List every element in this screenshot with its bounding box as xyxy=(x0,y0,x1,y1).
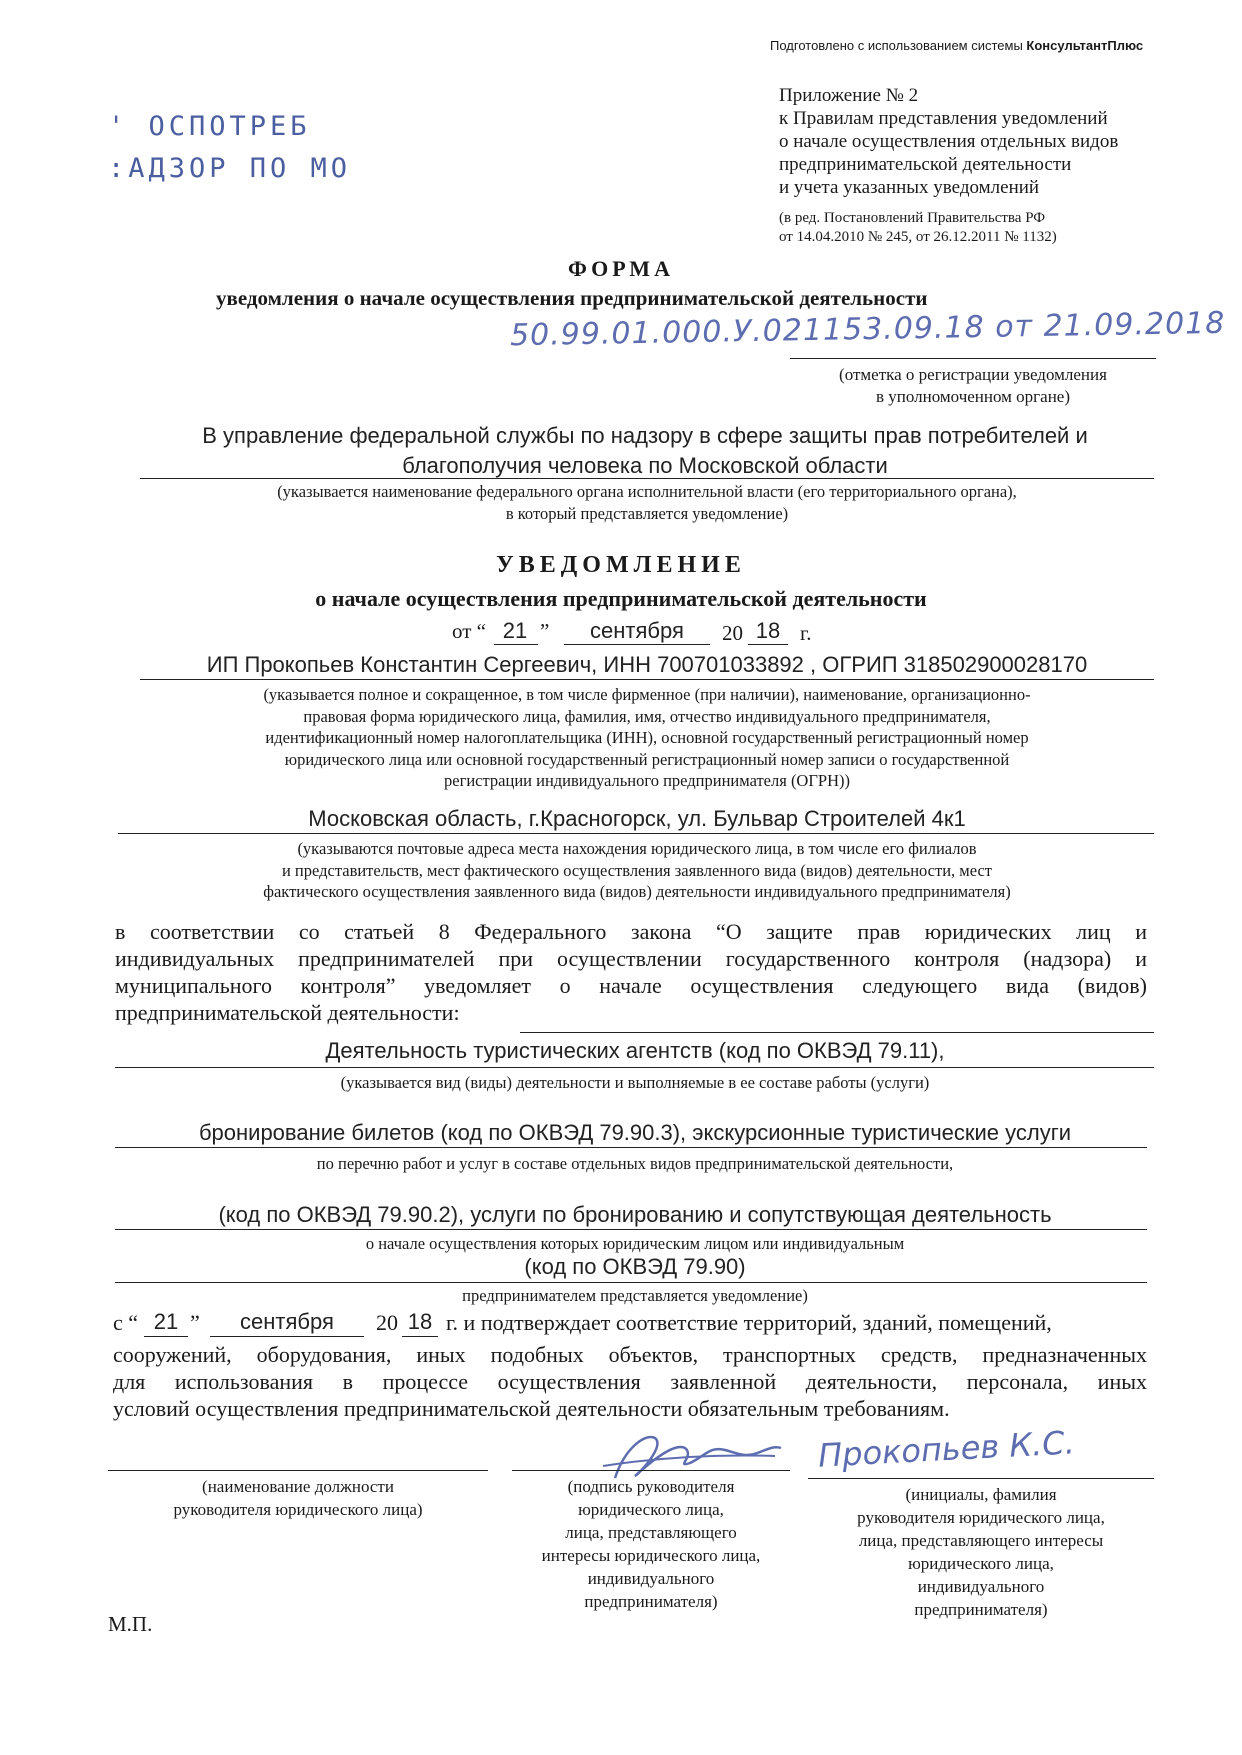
activity-underline-4 xyxy=(115,1282,1147,1283)
signer-name: Прокопьев К.С. xyxy=(817,1423,1076,1475)
confirm-line: сооружений, оборудования, иных подобных объектов, транспортных средств, предназначенных xyxy=(113,1342,1147,1367)
prepared-brand: КонсультантПлюс xyxy=(1026,38,1144,53)
prepared-prefix: Подготовлено с использованием системы xyxy=(770,38,1027,53)
activity-caption-4: предпринимателем представляется уведомление) xyxy=(462,1286,808,1305)
law-line: в соответствии со статьей 8 Федерального закона “О защите прав юридических лиц и xyxy=(115,919,1147,944)
caption-line: руководителя юридического лица, xyxy=(857,1508,1105,1527)
address-value: Московская область, г.Красногорск, ул. Бульвар Строителей 4к1 xyxy=(308,806,966,831)
confirm-paragraph xyxy=(113,1341,1147,1422)
confirm-year: 18 xyxy=(407,1309,433,1334)
position-caption xyxy=(108,1475,488,1521)
authority-underline xyxy=(140,478,1154,479)
notice-date xyxy=(452,618,486,644)
date-year-underline xyxy=(748,644,788,645)
appendix-line: Приложение № 2 xyxy=(779,85,919,106)
date-century: 20 xyxy=(722,621,743,645)
entity-underline xyxy=(140,679,1154,680)
address-underline xyxy=(118,833,1154,834)
activity-caption-3: о начале осуществления которых юридическим лицом или индивидуальным xyxy=(365,1234,905,1253)
caption-line: (указываются почтовые адреса места нахождения юридического лица, в том числе его филиалов xyxy=(297,839,977,858)
caption-line: юридического лица, xyxy=(578,1500,724,1519)
position-underline xyxy=(108,1470,488,1471)
confirm-line: для использования в процессе осуществления заявленной деятельности, персонала, иных xyxy=(113,1369,1147,1394)
seal-placeholder: М.П. xyxy=(108,1612,153,1636)
notice-date-year: 18 xyxy=(755,618,781,643)
notice-title: УВЕДОМЛЕНИЕ xyxy=(496,552,746,578)
confirm-line-last: условий осуществления предпринимательской деятельности обязательным требованиям. xyxy=(113,1396,950,1421)
date-month-underline xyxy=(564,644,710,645)
caption-line: фактического осуществления заявленного вида (видов) деятельности индивидуального предпринимателя) xyxy=(263,882,1011,902)
date-close-quote: ” xyxy=(540,619,550,643)
edition-note xyxy=(779,209,1057,247)
date-suffix: г. xyxy=(800,621,812,645)
appendix-line: предпринимательской деятельности xyxy=(779,154,1072,175)
name-underline xyxy=(808,1478,1154,1479)
activity-value-4: (код по ОКВЭД 79.90) xyxy=(524,1254,746,1279)
confirm-day-underline xyxy=(144,1336,188,1337)
activity-underline-1 xyxy=(115,1067,1154,1068)
confirm-day: 21 xyxy=(153,1309,179,1334)
appendix-line: к Правилам представления уведомлений xyxy=(779,108,1108,129)
stamp-line: ' ОСПОТРЕБ xyxy=(108,111,311,142)
address-caption xyxy=(120,838,1154,903)
caption-line: (наименование должности xyxy=(202,1477,394,1496)
confirm-month-underline xyxy=(210,1336,364,1337)
form-title: ФОРМА xyxy=(568,256,674,281)
caption-line: юридического лица, xyxy=(908,1554,1054,1573)
law-line-last: предпринимательской деятельности: xyxy=(115,1000,460,1025)
law-underline xyxy=(520,1032,1154,1033)
appendix-line: о начале осуществления отдельных видов xyxy=(779,131,1119,152)
activity-value-2: бронирование билетов (код по ОКВЭД 79.90.3), экскурсионные туристические услуги xyxy=(198,1120,1072,1145)
caption-line: (подпись руководителя xyxy=(567,1477,735,1496)
registration-caption xyxy=(790,364,1156,408)
notice-date-day: 21 xyxy=(502,618,528,643)
law-line: муниципального контроля” уведомляет о начале осуществления следующего вида (видов) xyxy=(115,973,1147,998)
edition-line: от 14.04.2010 № 245, от 26.12.2011 № 1132) xyxy=(779,229,1057,245)
caption-line: (указывается полное и сокращенное, в том числе фирменное (при наличии), наименование, организационно- xyxy=(263,685,1031,704)
form-subtitle: уведомления о начале осуществления предпринимательской деятельности xyxy=(216,286,928,310)
notice-subtitle: о начале осуществления предпринимательской деятельности xyxy=(315,586,927,611)
name-caption xyxy=(808,1483,1154,1621)
stamp-line: :АДЗОР ПО МО xyxy=(108,153,352,184)
registration-underline xyxy=(790,358,1156,359)
notice-date-month: сентября xyxy=(590,618,684,643)
edition-line: (в ред. Постановлений Правительства РФ xyxy=(779,210,1046,226)
caption-line: (инициалы, фамилия xyxy=(905,1485,1057,1504)
caption-line: в уполномоченном органе) xyxy=(875,387,1071,406)
caption-line: индивидуального xyxy=(587,1569,715,1588)
confirm-century: 20 xyxy=(376,1310,398,1335)
entity-caption xyxy=(140,684,1154,792)
activity-value-1: Деятельность туристических агентств (код по ОКВЭД 79.11), xyxy=(325,1038,945,1063)
law-paragraph xyxy=(115,918,1147,1026)
activity-value-3: (код по ОКВЭД 79.90.2), услуги по бронированию и сопутствующая деятельность xyxy=(218,1202,1052,1227)
activity-underline-2 xyxy=(115,1147,1147,1148)
caption-line: лица, представляющего xyxy=(565,1523,737,1542)
date-prefix: от “ xyxy=(452,619,486,643)
confirm-year-underline xyxy=(402,1336,438,1337)
caption-line: идентификационный номер налогоплательщика (ИНН), основной государственный регистрационный номер xyxy=(265,728,1029,748)
caption-line: предпринимателя) xyxy=(584,1592,718,1611)
signature-caption xyxy=(512,1475,790,1613)
activity-underline-3 xyxy=(115,1229,1147,1230)
confirm-month: сентября xyxy=(240,1309,334,1334)
caption-line: руководителя юридического лица) xyxy=(173,1500,423,1519)
prepared-note xyxy=(770,38,1143,53)
caption-line: лица, представляющего интересы xyxy=(858,1531,1104,1550)
caption-line: предпринимателя) xyxy=(914,1600,1048,1619)
confirm-first-rest: г. и подтверждает соответствие территорий, зданий, помещений, xyxy=(446,1310,1052,1335)
authority-name xyxy=(140,421,1150,481)
caption-line: интересы юридического лица, xyxy=(541,1546,761,1565)
registration-number: 50.99.01.000.У.021153.09.18 от 21.09.2018 xyxy=(509,305,1226,354)
caption-line: индивидуального xyxy=(917,1577,1045,1596)
confirm-prefix: с “ xyxy=(113,1310,139,1335)
law-line: индивидуальных предпринимателей при осуществлении государственного контроля (надзора) и xyxy=(115,946,1147,971)
date-day-underline xyxy=(494,644,538,645)
caption-line: (указывается наименование федерального органа исполнительной власти (его территориального органа), xyxy=(277,482,1017,501)
caption-line: в который представляется уведомление) xyxy=(505,504,789,523)
authority-line: В управление федеральной службы по надзору в сфере защиты прав потребителей и xyxy=(202,423,1088,448)
appendix-block xyxy=(779,84,1118,199)
activity-caption-2: по перечню работ и услуг в составе отдельных видов предпринимательской деятельности, xyxy=(316,1154,954,1173)
authority-line: благополучия человека по Московской области xyxy=(402,453,888,478)
agency-stamp xyxy=(108,106,351,190)
caption-line: юридического лица или основной государственный регистрационный номер записи о государственной xyxy=(284,749,1010,769)
authority-caption xyxy=(140,481,1154,525)
caption-line: правовая форма юридического лица, фамилия, имя, отчество индивидуального предпринимателя, xyxy=(303,706,991,726)
entity-name: ИП Прокопьев Константин Сергеевич, ИНН 700701033892 , ОГРИП 318502900028170 xyxy=(206,652,1088,677)
caption-line: регистрации индивидуального предпринимателя (ОГРН)) xyxy=(444,771,850,791)
caption-line: (отметка о регистрации уведомления xyxy=(839,365,1107,384)
activity-caption-1: (указывается вид (виды) деятельности и выполняемые в ее составе работы (услуги) xyxy=(340,1073,930,1092)
appendix-line: и учета указанных уведомлений xyxy=(779,177,1040,198)
caption-line: и представительств, мест фактического осуществления заявленного вида (видов) деятельности, мест xyxy=(281,860,993,880)
confirm-close-quote: ” xyxy=(190,1310,200,1335)
signature-underline xyxy=(512,1470,790,1471)
